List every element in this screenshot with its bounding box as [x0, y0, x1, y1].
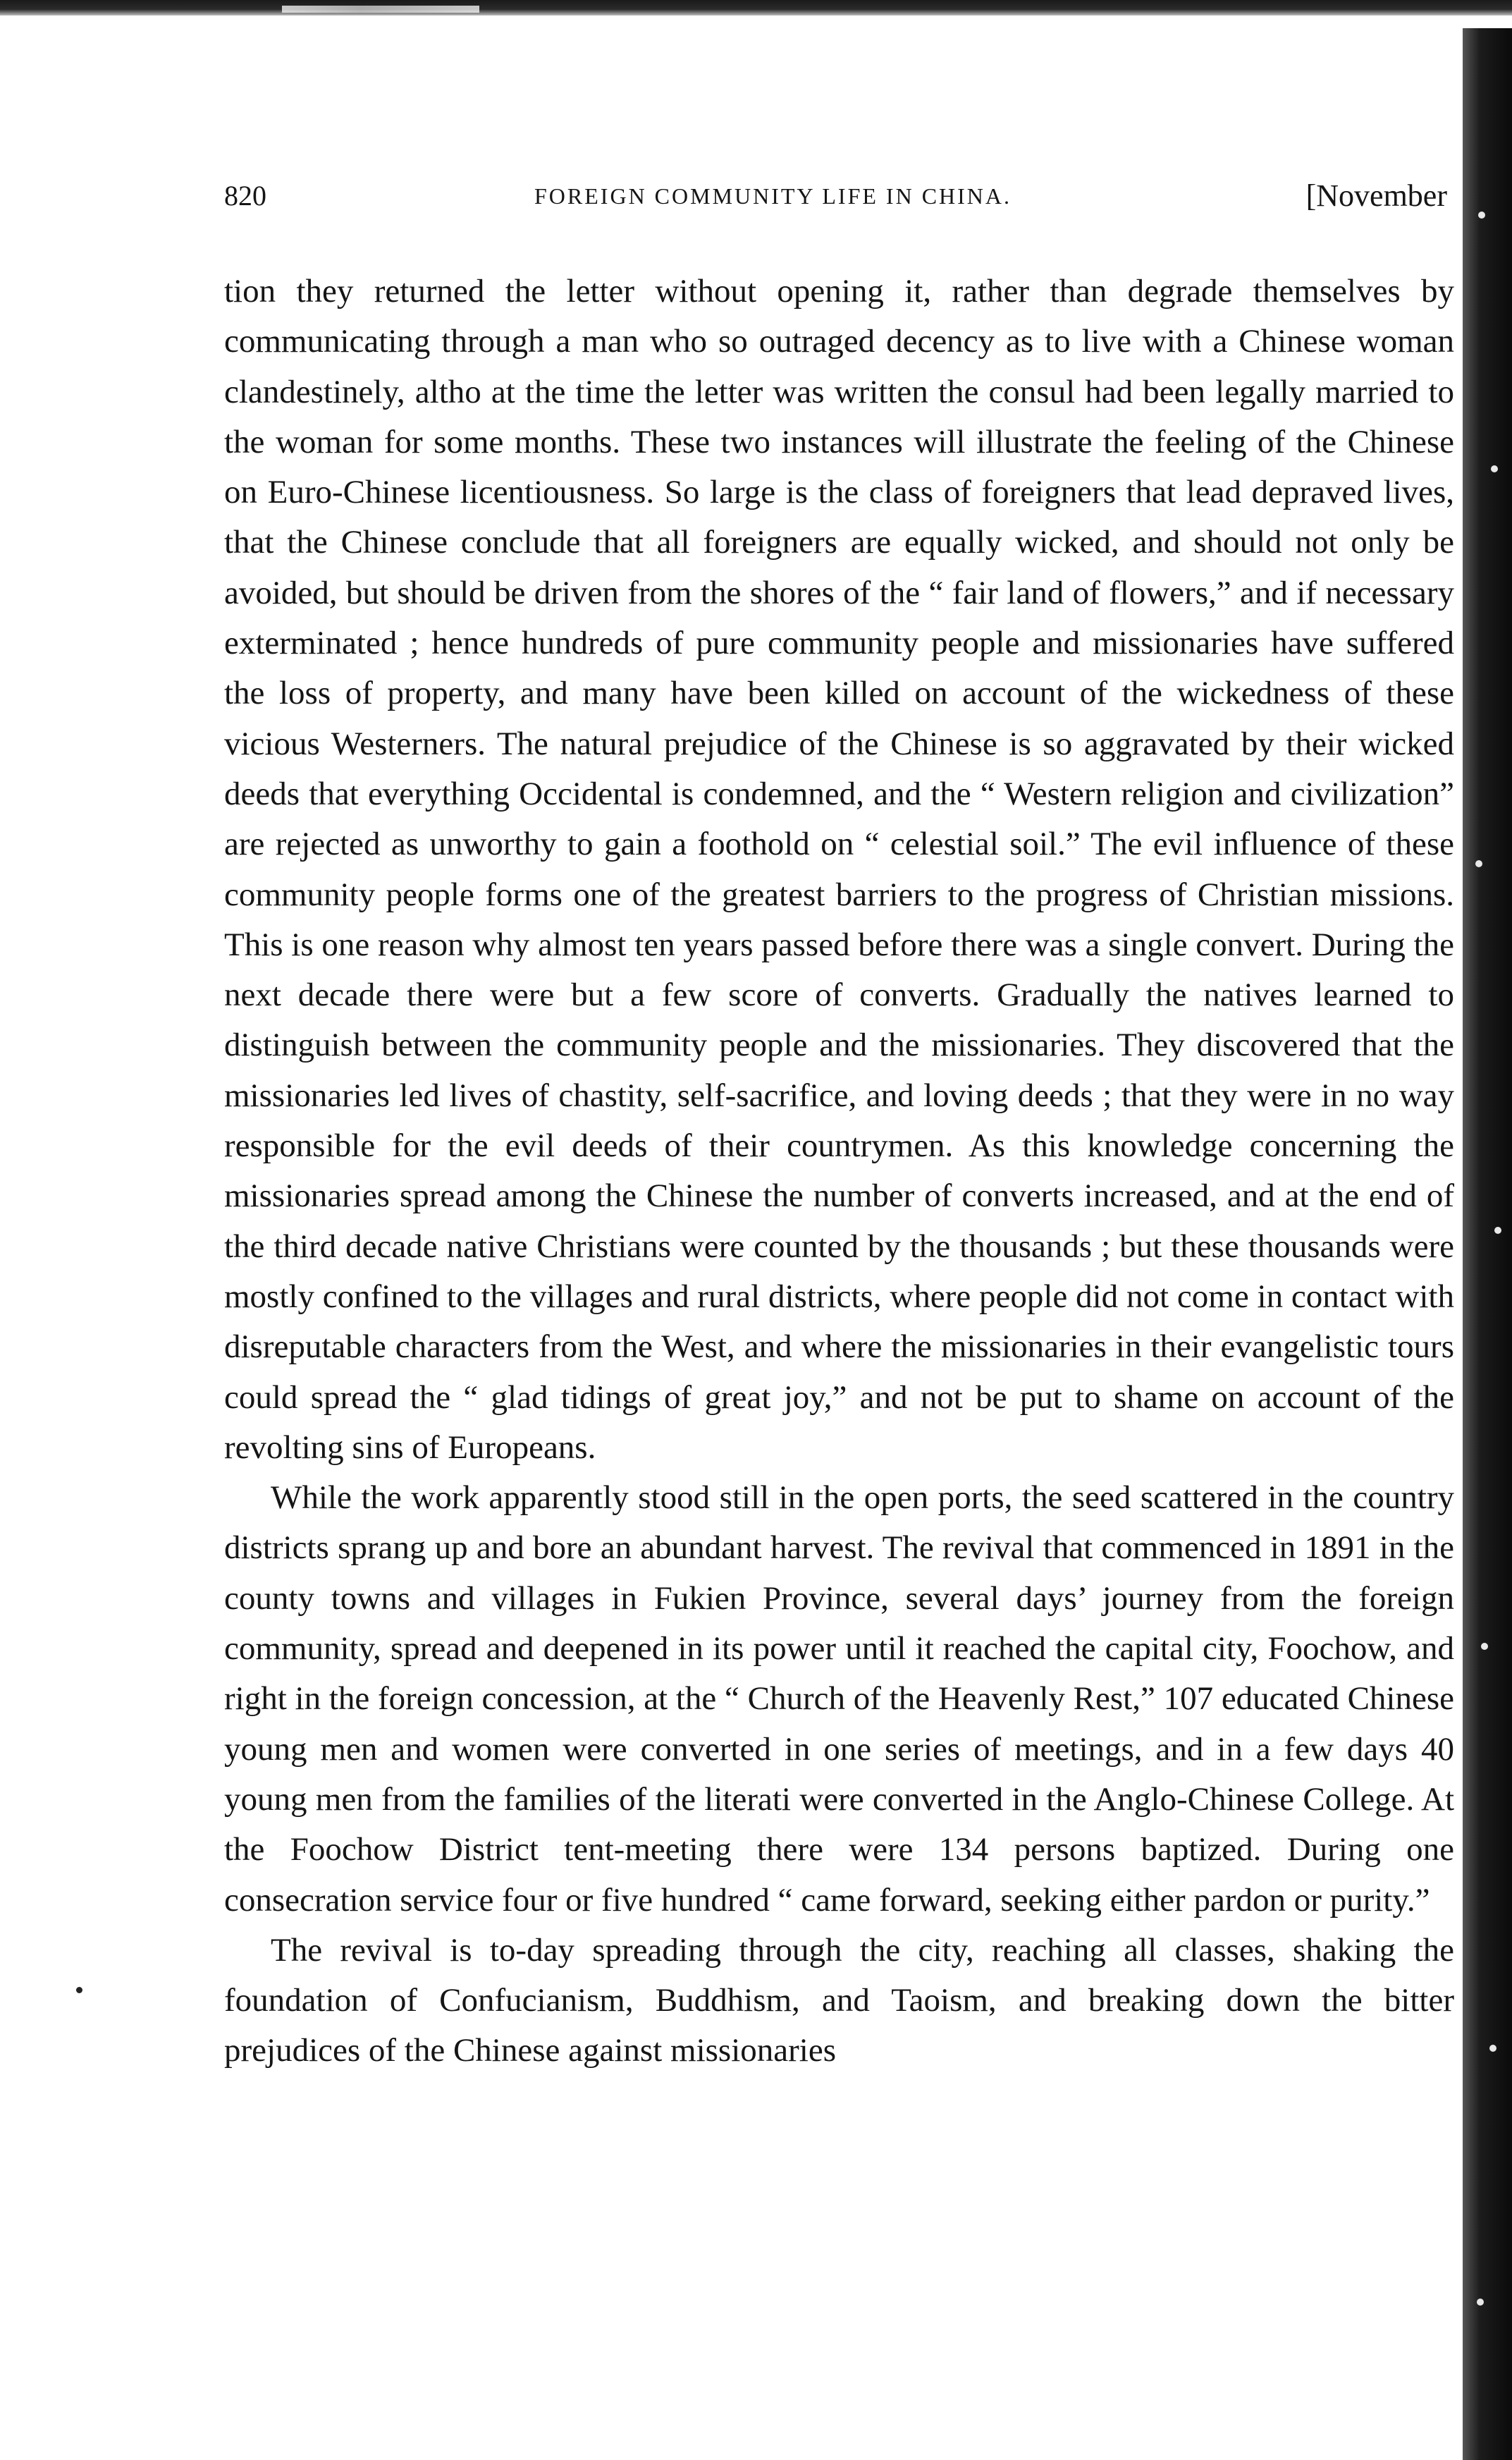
book-page	[224, 175, 1454, 2076]
binding-speck	[1494, 1227, 1501, 1234]
binding-speck	[1481, 1643, 1488, 1650]
running-head	[224, 175, 1454, 217]
binding-speck	[1491, 465, 1498, 472]
running-month: [November	[1305, 178, 1447, 213]
binding-speck	[1489, 2045, 1496, 2052]
article-body	[224, 267, 1454, 2076]
scan-top-edge-worn	[282, 6, 479, 13]
binding-speck	[1477, 2299, 1484, 2306]
binding-speck	[1475, 860, 1482, 867]
paragraph-revival-spread: While the work apparently stood still in the open ports, the seed scattered in the country districts sprang up and bore an abundant harvest. The revival that commenced in 1891 in the county towns and villages in Fukien Province, several days’ journey from the foreign community, spread and deepened in its power until it reached the capital city, Foochow, and right in the foreign concession, at the “ Church of the Heavenly Rest,” 107 educated Chinese young men and women were converted in one series of meetings, and in a few days 40 young men from the families of the literati were converted in the Anglo-Chinese College. At the Foochow District tent-meeting there were 134 persons baptized. During one consecration service four or five hundred “ came forward, seeking either pardon or purity.”	[224, 1479, 1454, 1919]
binding-speck	[1478, 212, 1485, 219]
paragraph-continued: tion they returned the letter without opening it, rather than degrade themselves by communicating through a man who so outraged decency as to live with a Chinese woman clandestinely, altho at the time the letter was written the consul had been legally married to the woman for some months. These two instances will illustrate the feeling of the Chinese on Euro-Chinese licentiousness. So large is the class of foreigners that lead depraved lives, that the Chinese conclude that all foreigners are equally wicked, and should not only be avoided, but should be driven from the shores of the “ fair land of flowers,” and if necessary exterminated ; hence hundreds of pure community people and missionaries have suffered the loss of property, and many have been killed on account of the wickedness of these vicious Westerners. The natural prejudice of the Chinese is so aggravated by their wicked deeds that everything Occidental is condemned, and the “ Western religion and civilization” are rejected as unworthy to gain a foothold on “ celestial soil.” The evil influence of these community people forms one of the greatest barriers to the progress of Christian missions. This is one reason why almost ten years passed before there was a single convert. During the next decade there were but a few score of converts. Gradually the natives learned to distinguish between the community people and the missionaries. They discovered that the missionaries led lives of chastity, self-sacrifice, and loving deeds ; that they were in no way responsible for the evil deeds of their countrymen. As this knowledge concerning the missionaries spread among the Chinese the number of converts increased, and at the end of the third decade native Christians were counted by the thousands ; but these thousands were mostly confined to the villages and rural districts, where people did not come in contact with disreputable characters from the West, and where the missionaries in their evangelistic tours could spread the “ glad tidings of great joy,” and not be put to shame on account of the revolting sins of Europeans.	[224, 273, 1455, 1466]
scan-top-edge	[0, 0, 1512, 16]
margin-ink-dot	[76, 1987, 82, 1993]
page-number: 820	[224, 180, 266, 212]
paragraph-revival-today: The revival is to-day spreading through the city, reaching all classes, shaking the foundation of Confucianism, Buddhism, and Taoism, and breaking down the bitter prejudices of the Chinese against missionaries	[224, 1931, 1454, 2069]
scan-binding-shadow	[1463, 28, 1512, 2460]
running-title: FOREIGN COMMUNITY LIFE IN CHINA.	[534, 183, 1012, 209]
